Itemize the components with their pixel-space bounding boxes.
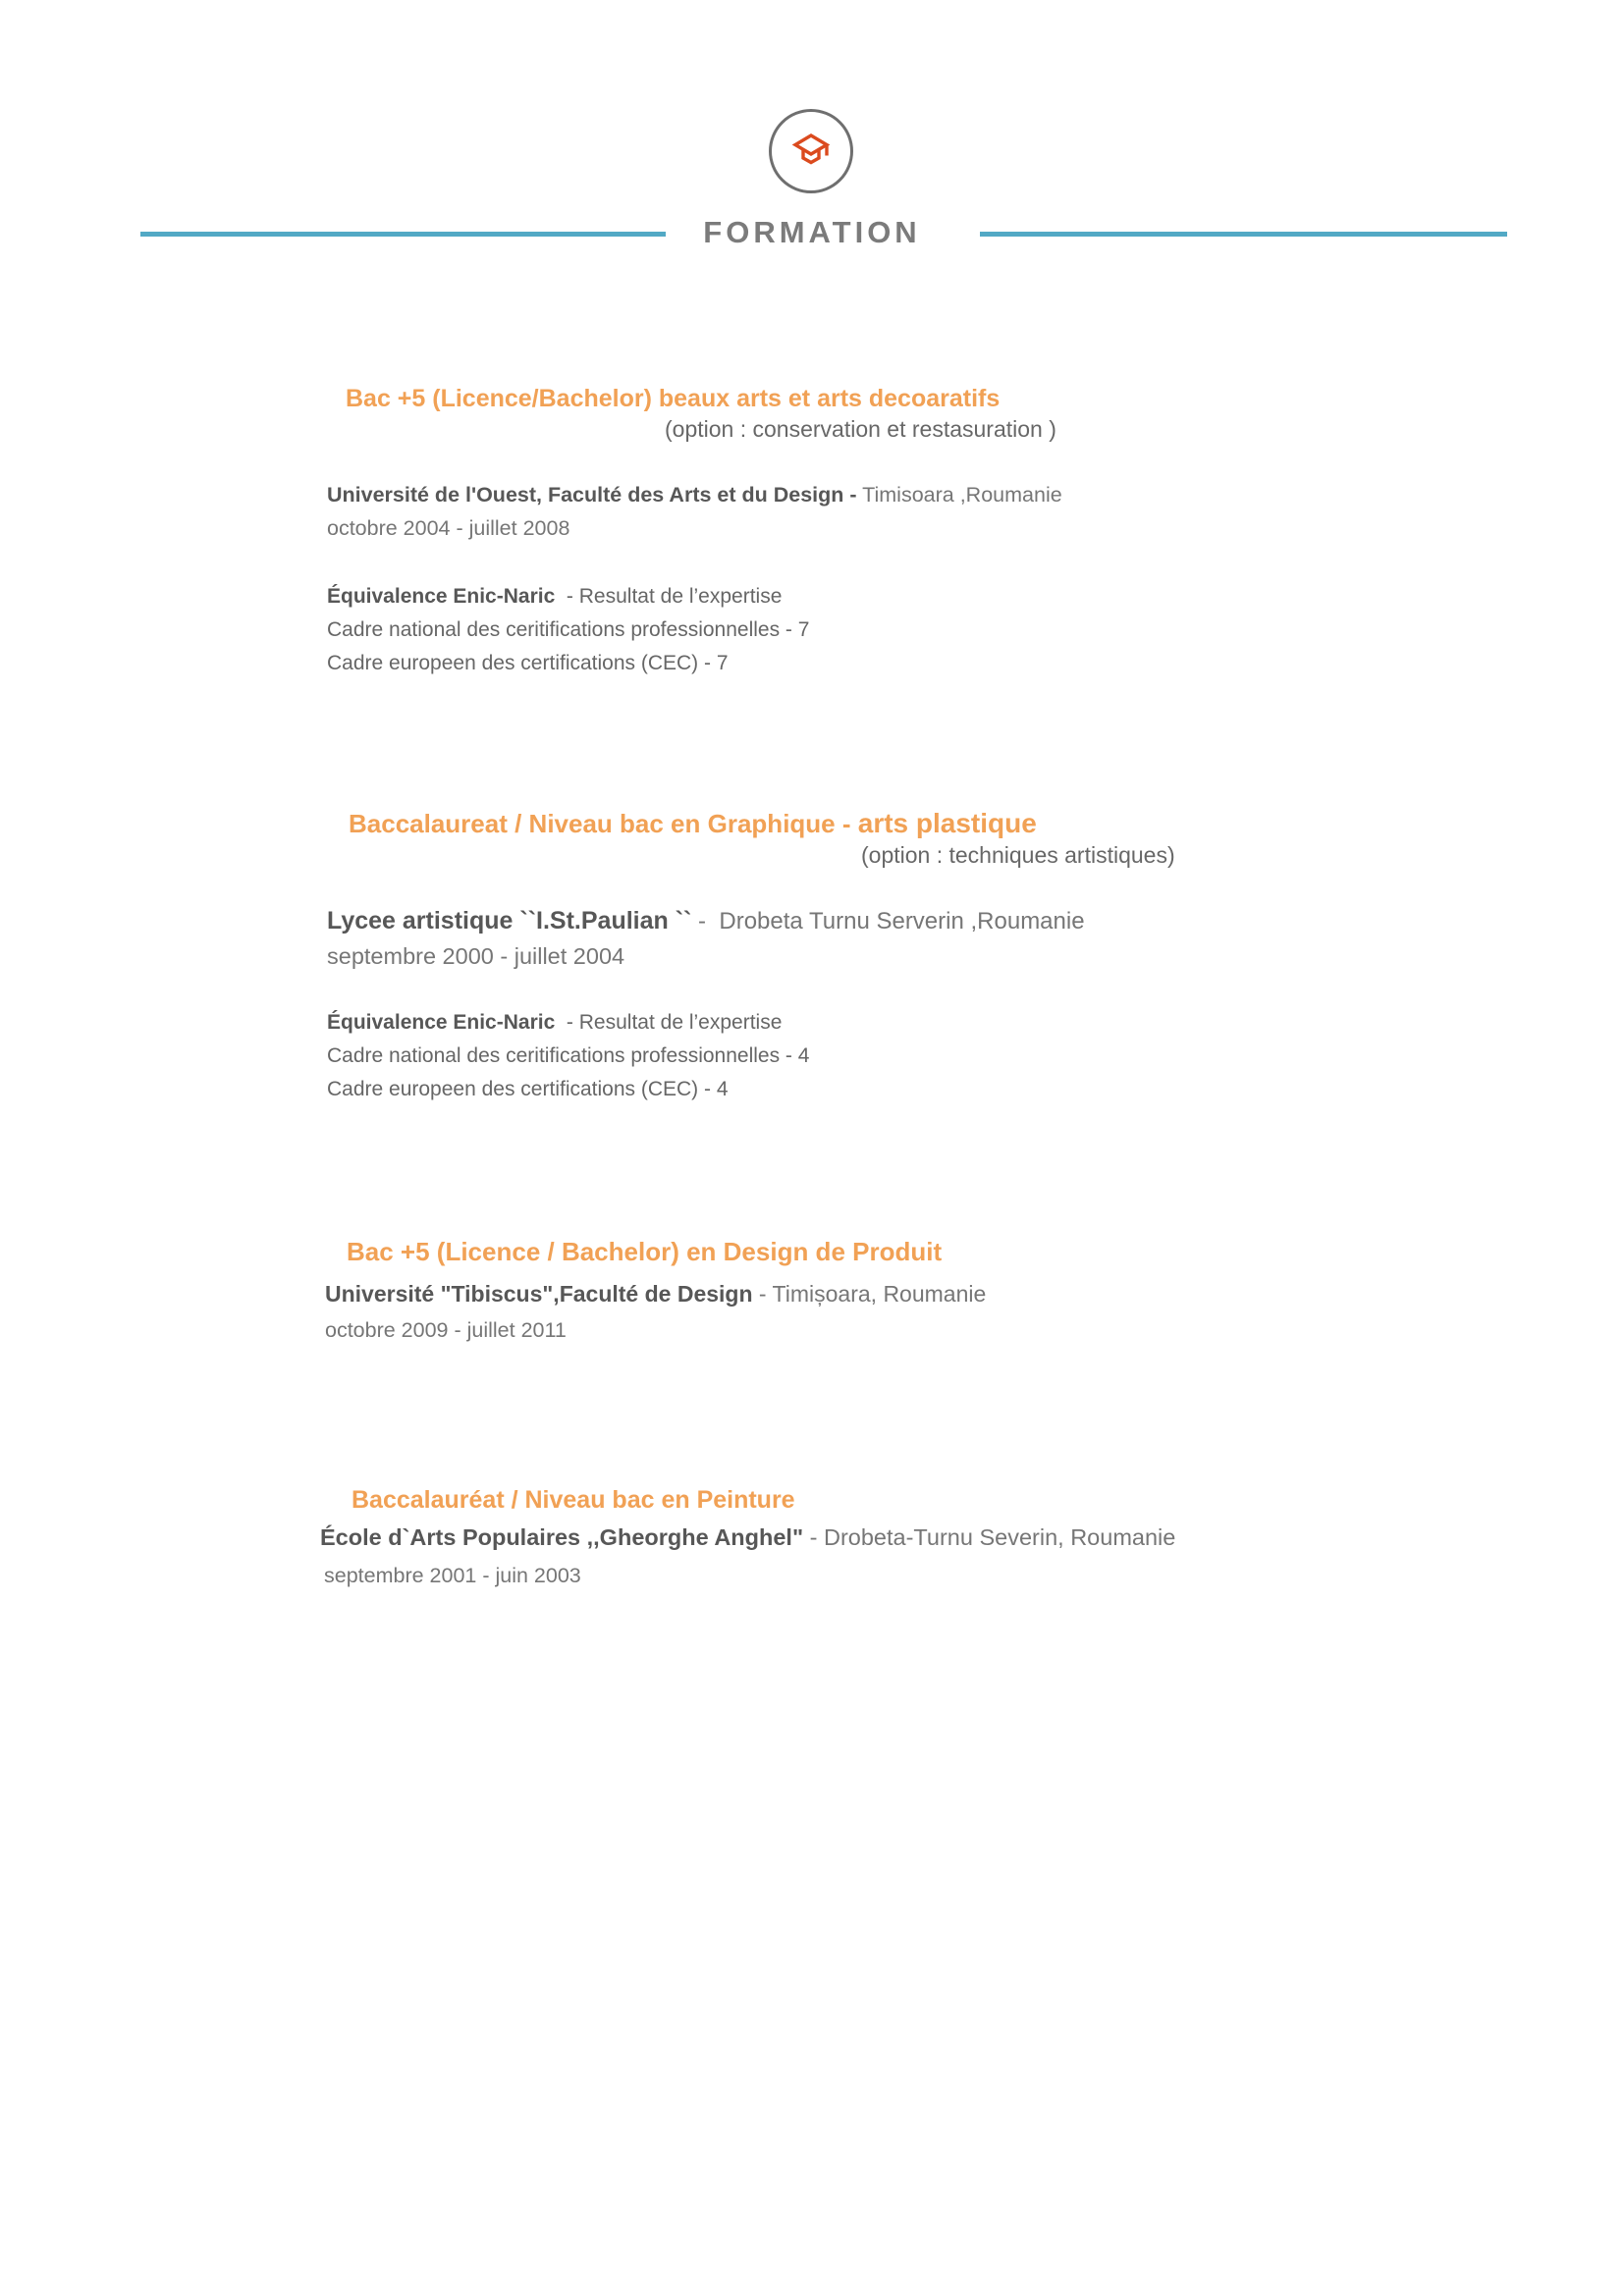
institution-line	[327, 483, 1062, 507]
equivalence-line	[327, 580, 809, 614]
degree-title: Baccalaureat / Niveau bac en Graphique - arts plastique	[349, 808, 1037, 838]
degree-title: Bac +5 (Licence/Bachelor) beaux arts et arts decoaratifs	[346, 385, 1001, 412]
divider-line-right	[980, 232, 1507, 237]
institution-name: Lycee artistique ``I.St.Paulian ``	[327, 907, 692, 934]
graduation-cap-icon	[769, 109, 853, 193]
institution-name: École d`Arts Populaires ,,Gheorghe Anghel"	[320, 1524, 804, 1550]
degree-title: Baccalauréat / Niveau bac en Peinture	[352, 1486, 795, 1514]
institution-location: Timisoara ,Roumanie	[856, 483, 1062, 507]
cadre-national-line: Cadre national des ceritifications professionnelles - 7	[327, 618, 810, 641]
institution-location: - Drobeta Turnu Serverin ,Roumanie	[691, 908, 1085, 934]
date-range: octobre 2009 - juillet 2011	[325, 1318, 567, 1342]
degree-option: (option : conservation et restasuration )	[665, 416, 1056, 442]
cadre-europeen-line: Cadre europeen des certifications (CEC) - 4	[327, 1078, 729, 1100]
institution-line	[320, 1524, 1175, 1551]
date-range: septembre 2000 - juillet 2004	[327, 943, 625, 969]
equivalence-text: - Resultat de l’expertise	[555, 1011, 783, 1034]
equivalence-line	[327, 1006, 809, 1040]
institution-line	[325, 1281, 986, 1308]
degree-option: (option : techniques artistiques)	[861, 842, 1175, 868]
cadre-national-line: Cadre national des ceritifications professionnelles - 4	[327, 1044, 810, 1067]
cadre-europeen-line: Cadre europeen des certifications (CEC) - 7	[327, 652, 729, 674]
institution-location: - Drobeta-Turnu Severin, Roumanie	[803, 1524, 1176, 1550]
equivalence-label: Équivalence Enic-Naric	[327, 1011, 556, 1034]
institution-location: - Timișoara, Roumanie	[752, 1281, 987, 1307]
degree-title: Bac +5 (Licence / Bachelor) en Design de Produit	[347, 1237, 943, 1266]
date-range: octobre 2004 - juillet 2008	[327, 516, 570, 540]
institution-name: Université "Tibiscus",Faculté de Design	[325, 1281, 753, 1307]
equivalence-block	[327, 580, 809, 680]
section-title: FORMATION	[703, 215, 921, 249]
degree-title-emphasis: arts plastique	[857, 808, 1037, 838]
institution-line	[327, 907, 1085, 935]
institution-name: Université de l'Ouest, Faculté des Arts et du Design -	[327, 483, 857, 507]
equivalence-text: - Resultat de l’expertise	[555, 585, 783, 608]
equivalence-label: Équivalence Enic-Naric	[327, 585, 556, 608]
date-range: septembre 2001 - juin 2003	[324, 1564, 581, 1587]
equivalence-block	[327, 1006, 809, 1106]
